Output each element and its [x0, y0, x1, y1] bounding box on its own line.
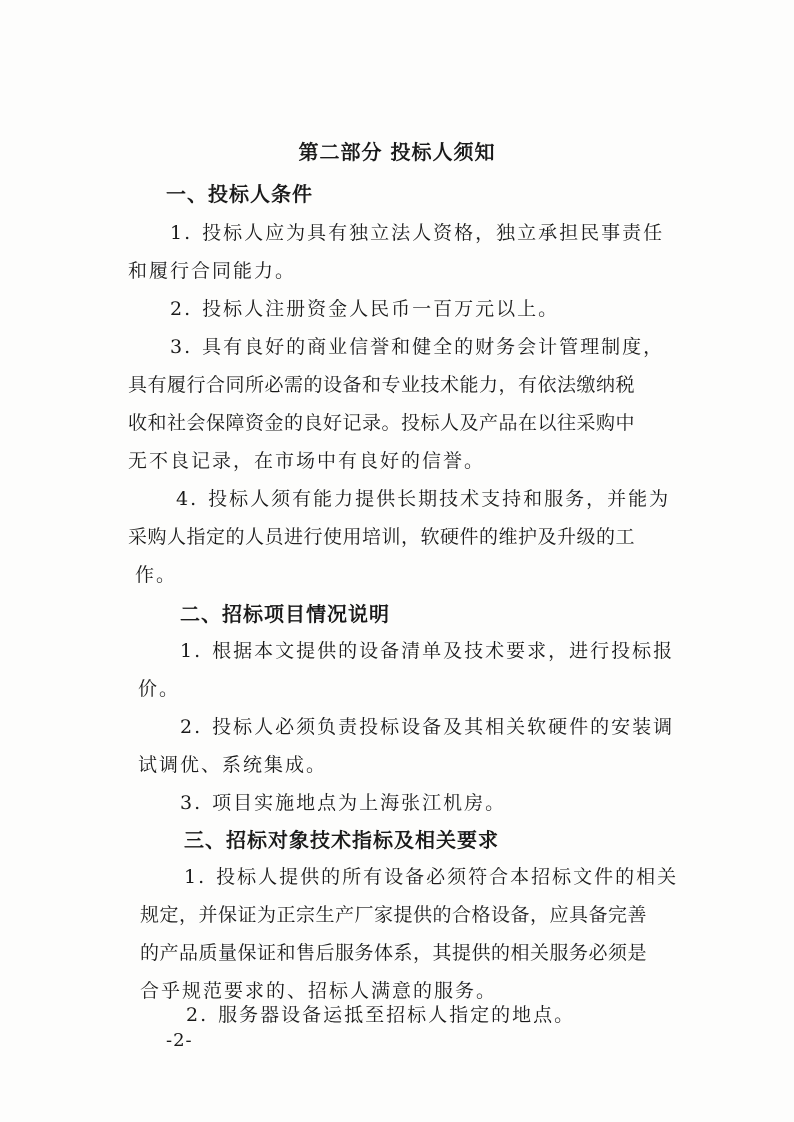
paragraph-line — [170, 332, 664, 359]
paragraph-line: 收和社会保障资金的良好记录。投标人及产品在以往采购中 — [128, 412, 636, 434]
item-number: 2. — [186, 1004, 209, 1026]
paragraph-line — [176, 484, 670, 511]
paragraph-line: 规定，并保证为正宗生产厂家提供的合格设备，应具备完善 — [140, 904, 648, 926]
paragraph-line: 的产品质量保证和售后服务体系，其提供的相关服务必须是 — [140, 942, 648, 964]
paragraph-line: 作。 — [135, 564, 178, 586]
paragraph-text: 投标人提供的所有设备必须符合本招标文件的相关 — [216, 866, 679, 888]
paragraph-line: 价。 — [138, 678, 181, 700]
paragraph-line: 和履行合同能力。 — [128, 260, 297, 282]
paragraph-text: 投标人注册资金人民币一百万元以上。 — [202, 298, 560, 320]
page-number: -2- — [166, 1030, 193, 1051]
section-heading: 二、招标项目情况说明 — [180, 602, 390, 626]
item-number: 1. — [184, 866, 207, 888]
item-number: 1. — [180, 640, 203, 662]
paragraph-text: 投标人应为具有独立法人资格，独立承担民事责任 — [202, 222, 665, 244]
paragraph-line — [170, 218, 664, 245]
page-title: 第二部分 投标人须知 — [298, 140, 496, 164]
paragraph-line — [180, 712, 674, 739]
item-number: 3. — [170, 336, 193, 358]
section-heading: 一、投标人条件 — [166, 182, 313, 206]
paragraph-line — [170, 294, 559, 321]
paragraph-line: 采购人指定的人员进行使用培训，软硬件的维护及升级的工 — [128, 526, 636, 548]
paragraph-line: 具有履行合同所必需的设备和专业技术能力，有依法缴纳税 — [128, 374, 636, 396]
section-heading: 三、招标对象技术指标及相关要求 — [184, 828, 499, 852]
paragraph-line: 无不良记录，在市场中有良好的信誉。 — [128, 450, 486, 472]
paragraph-line — [184, 862, 678, 889]
paragraph-line: 试调优、系统集成。 — [138, 754, 328, 776]
paragraph-text: 投标人须有能力提供长期技术支持和服务，并能为 — [208, 488, 671, 510]
paragraph-text: 具有良好的商业信誉和健全的财务会计管理制度， — [202, 336, 665, 358]
paragraph-line — [180, 788, 506, 815]
item-number: 3. — [180, 792, 203, 814]
paragraph-line: 合乎规范要求的、招标人满意的服务。 — [140, 980, 498, 1002]
paragraph-text: 服务器设备运抵至招标人指定的地点。 — [218, 1004, 576, 1026]
item-number: 1. — [170, 222, 193, 244]
item-number: 2. — [170, 298, 193, 320]
paragraph-text: 项目实施地点为上海张江机房。 — [212, 792, 507, 814]
item-number: 2. — [180, 716, 203, 738]
paragraph-text: 投标人必须负责投标设备及其相关软硬件的安装调 — [212, 716, 675, 738]
paragraph-line — [186, 1000, 575, 1027]
paragraph-text: 根据本文提供的设备清单及技术要求，进行投标报 — [212, 640, 675, 662]
item-number: 4. — [176, 488, 199, 510]
paragraph-line — [180, 636, 674, 663]
